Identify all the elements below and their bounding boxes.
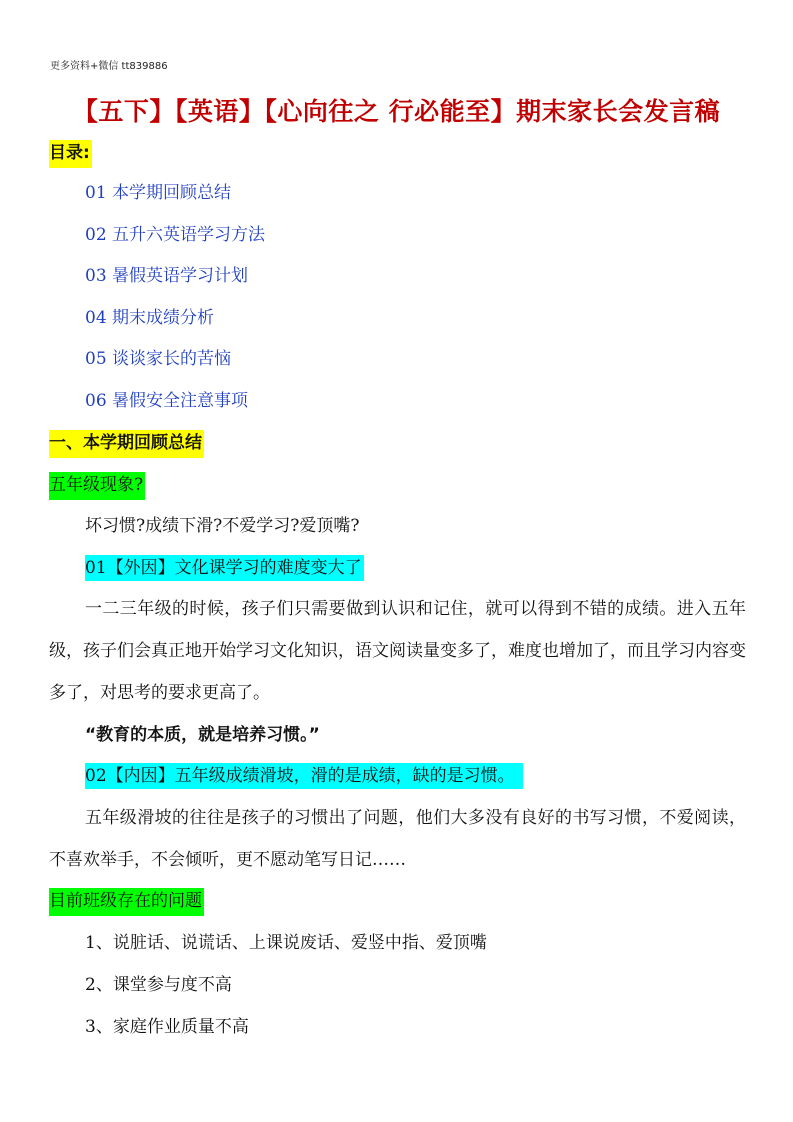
- document-title: 【五下】【英语】【心向往之 行必能至】期末家长会发言稿: [72, 97, 721, 126]
- problem-item: 2、课堂参与度不高: [85, 975, 232, 995]
- toc-item: 03 暑假英语学习计划: [85, 266, 249, 286]
- quote: “教育的本质，就是培养习惯。”: [85, 725, 320, 745]
- inner-cause-paragraph: 五年级滑坡的往往是孩子的习惯出了问题，他们大多没有良好的书写习惯，不爱阅读，不喜欢举手，不会倾听，更不愿动笔写日记……: [49, 808, 746, 870]
- phenomenon-text: 坏习惯?成绩下滑?不爱学习?爱顶嘴?: [85, 516, 360, 536]
- inner-cause-heading: 02【内因】五年级成绩滑坡，滑的是成绩，缺的是习惯。: [85, 763, 523, 789]
- problems-heading: 目前班级存在的问题: [49, 888, 204, 916]
- problem-item: 3、家庭作业质量不高: [85, 1017, 249, 1037]
- problem-item: 1、说脏话、说谎话、上课说废话、爱竖中指、爱顶嘴: [85, 933, 487, 953]
- outer-cause-paragraph: 一二三年级的时候，孩子们只需要做到认识和记住，就可以得到不错的成绩。进入五年级，孩子们会真正地开始学习文化知识，语文阅读量变多了，难度也增加了，而且学习内容变多了，对思考的要求更高了。: [49, 599, 746, 703]
- toc-item: 01 本学期回顾总结: [85, 183, 232, 203]
- header-note: 更多资料+微信 tt839886: [50, 61, 168, 72]
- toc-label: 目录:: [49, 140, 92, 168]
- phenomenon-heading: 五年级现象?: [49, 472, 145, 500]
- toc-item: 06 暑假安全注意事项: [85, 391, 249, 411]
- toc-item: 05 谈谈家长的苦恼: [85, 349, 232, 369]
- toc-item: 04 期末成绩分析: [85, 308, 215, 328]
- toc-item: 02 五升六英语学习方法: [85, 225, 266, 245]
- section-heading: 一、本学期回顾总结: [49, 430, 204, 458]
- outer-cause-heading: 01【外因】文化课学习的难度变大了: [85, 555, 364, 581]
